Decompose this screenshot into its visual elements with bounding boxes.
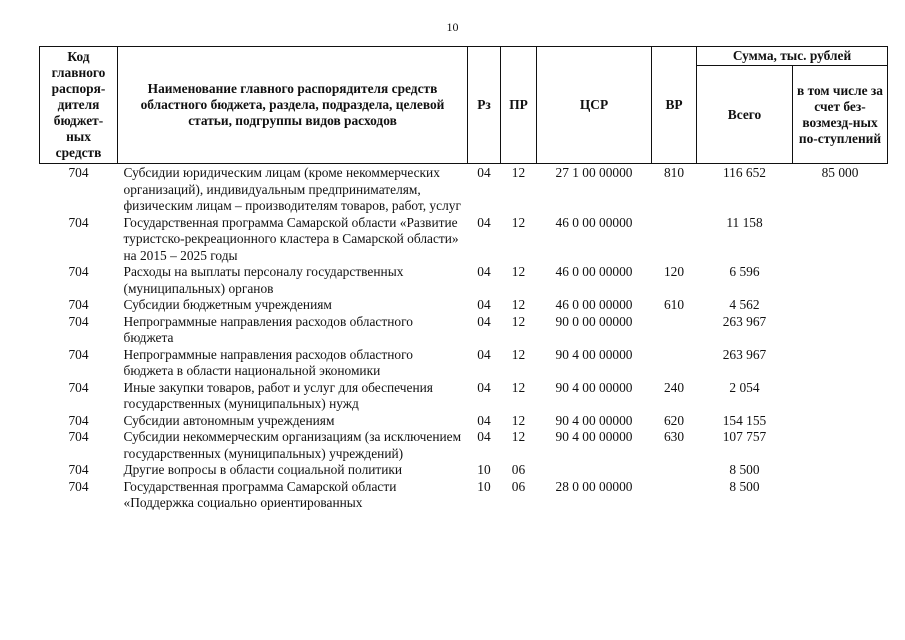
page-number: 10 [446, 20, 459, 34]
row-grant [793, 429, 888, 462]
row-name: Государственная программа Самарской области «Поддержка социально ориентированных [123, 478, 397, 510]
row-grant [793, 380, 888, 413]
row-pr: 12 [511, 346, 526, 362]
row-pr: 12 [511, 264, 526, 279]
row-total: 107 757 [722, 429, 767, 444]
row-vr [652, 314, 697, 347]
row-name: Иные закупки товаров, работ и услуг для обеспечения государственных (муниципальных) нужд [123, 379, 433, 411]
row-grant [793, 413, 888, 430]
row-total: 263 967 [722, 313, 767, 329]
row-rz: 04 [477, 346, 491, 362]
row-pr: 12 [511, 165, 526, 180]
row-total: 8 500 [729, 462, 760, 477]
row-grant: 85 000 [821, 165, 859, 180]
row-rz: 04 [477, 313, 491, 329]
row-total: 2 054 [729, 379, 760, 395]
row-total: 4 562 [729, 297, 760, 312]
header-code: Код главного распоря-дителя бюджет-ных средств [40, 47, 118, 164]
row-grant [793, 479, 888, 512]
row-vr [652, 479, 697, 512]
row-name: Расходы на выплаты персоналу государственных (муниципальных) органов [123, 264, 404, 296]
table-row [40, 413, 888, 430]
row-grant [793, 297, 888, 314]
row-rz: 04 [477, 165, 491, 180]
row-grant [793, 215, 888, 265]
row-code: 704 [68, 478, 89, 494]
row-code: 704 [68, 412, 89, 428]
row-code: 704 [68, 165, 89, 180]
header-pr: ПР [501, 47, 537, 164]
table-row [40, 164, 888, 215]
row-code: 704 [68, 429, 89, 444]
row-name: Субсидии автономным учреждениям [123, 412, 335, 428]
row-rz: 04 [477, 379, 491, 395]
header-name: Наименование главного распорядителя средств областного бюджета, раздела, подраздела, целевой статьи, подгруппы видов расходов [118, 47, 468, 164]
row-pr: 12 [511, 297, 526, 312]
row-vr: 630 [663, 429, 685, 444]
row-grant [793, 264, 888, 297]
row-name: Субсидии юридическим лицам (кроме некоммерческих организаций), индивидуальным предпринимателям, физическим лицам – производителям товаров, работ, услуг [123, 165, 461, 213]
row-pr: 12 [511, 379, 526, 395]
row-csr: 90 0 00 00000 [555, 313, 633, 329]
row-name: Непрограммные направления расходов областного бюджета [123, 313, 413, 345]
header-total: Всего [697, 66, 793, 164]
row-name: Другие вопросы в области социальной политики [123, 462, 403, 477]
row-rz: 10 [477, 478, 491, 494]
row-rz: 04 [477, 264, 491, 279]
table-row [40, 380, 888, 413]
row-code: 704 [68, 264, 89, 279]
row-total: 8 500 [729, 478, 760, 494]
table-row [40, 314, 888, 347]
row-rz: 04 [477, 297, 491, 312]
row-pr: 12 [511, 214, 526, 230]
row-pr: 06 [511, 462, 526, 477]
row-rz: 04 [477, 429, 491, 444]
row-csr: 90 4 00 00000 [555, 379, 633, 395]
row-name: Непрограммные направления расходов областного бюджета в области национальной экономики [123, 346, 413, 378]
row-csr: 46 0 00 00000 [555, 264, 633, 279]
budget-table [39, 46, 888, 512]
table-row [40, 264, 888, 297]
row-code: 704 [68, 462, 89, 477]
row-code: 704 [68, 379, 89, 395]
row-total: 154 155 [722, 412, 767, 428]
row-grant [793, 462, 888, 479]
row-rz: 04 [477, 214, 491, 230]
row-rz: 04 [477, 412, 491, 428]
row-total: 6 596 [729, 264, 760, 279]
row-csr: 90 4 00 00000 [555, 412, 633, 428]
row-vr: 610 [663, 297, 685, 312]
table-row [40, 462, 888, 479]
row-grant [793, 314, 888, 347]
row-vr: 120 [663, 264, 685, 279]
table-row [40, 479, 888, 512]
row-name: Субсидии некоммерческим организациям (за исключением государственных (муниципальных) учреждений) [123, 429, 462, 461]
row-name: Субсидии бюджетным учреждениям [123, 297, 332, 312]
row-code: 704 [68, 313, 89, 329]
table-row [40, 429, 888, 462]
header-sum: Сумма, тыс. рублей [697, 47, 888, 66]
row-rz: 10 [477, 462, 491, 477]
header-grant: в том числе за счет без-возмезд-ных по-ступлений [793, 66, 888, 164]
row-csr: 90 4 00 00000 [555, 429, 633, 444]
row-code: 704 [68, 214, 89, 230]
row-vr: 240 [663, 379, 685, 395]
row-total: 263 967 [722, 346, 767, 362]
row-csr [537, 462, 652, 479]
row-code: 704 [68, 346, 89, 362]
row-csr: 46 0 00 00000 [555, 214, 633, 230]
row-csr: 46 0 00 00000 [555, 297, 633, 312]
row-vr [652, 215, 697, 265]
table-body [40, 164, 888, 512]
row-grant [793, 347, 888, 380]
row-total: 116 652 [722, 165, 767, 180]
row-csr: 90 4 00 00000 [555, 346, 633, 362]
row-csr: 28 0 00 00000 [555, 478, 633, 494]
row-total: 11 158 [726, 214, 763, 230]
header-csr: ЦСР [537, 47, 652, 164]
row-vr: 620 [663, 412, 685, 428]
row-pr: 06 [511, 478, 526, 494]
row-pr: 12 [511, 412, 526, 428]
row-pr: 12 [511, 313, 526, 329]
row-vr [652, 462, 697, 479]
row-code: 704 [68, 297, 89, 312]
table-row [40, 297, 888, 314]
header-vr: ВР [652, 47, 697, 164]
row-vr: 810 [663, 165, 685, 180]
table-header [40, 47, 888, 164]
row-name: Государственная программа Самарской области «Развитие туристско-рекреационного кластера в Самарской области» на 2015 – 2025 годы [123, 214, 459, 263]
table-row [40, 215, 888, 265]
header-rz: Рз [468, 47, 501, 164]
row-pr: 12 [511, 429, 526, 444]
table-row [40, 347, 888, 380]
row-vr [652, 347, 697, 380]
row-csr: 27 1 00 00000 [555, 165, 633, 180]
